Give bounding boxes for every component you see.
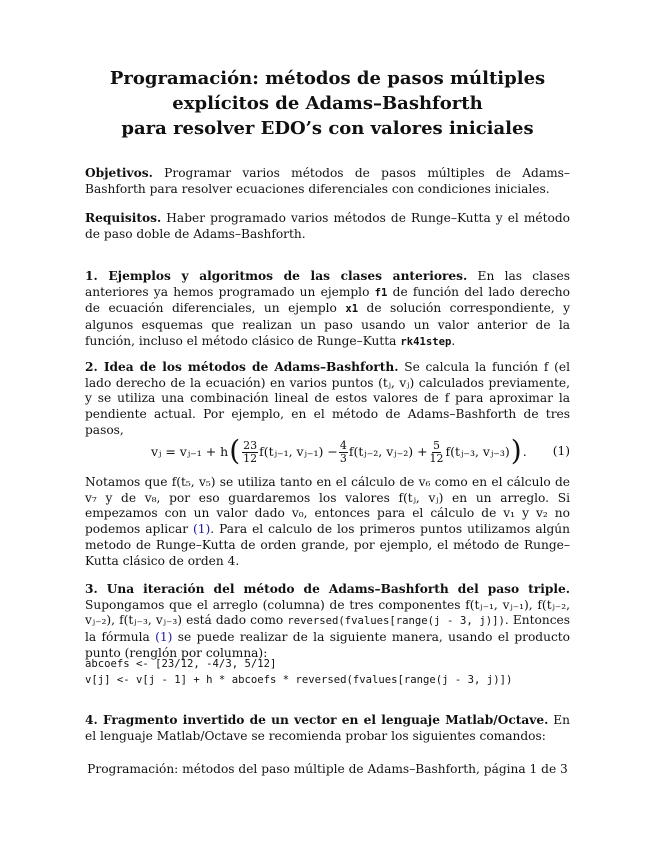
- title-line-3: para resolver EDO’s con valores iniciales: [121, 118, 534, 139]
- objetivos-paragraph: [85, 166, 570, 197]
- equation-ref-link-2[interactable]: (1): [155, 630, 173, 645]
- fraction-23-12: $\frac{23}{12}$: [243, 438, 258, 465]
- code-line-2: v[j] <- v[j - 1] + h * abcoefs * reversed(fvalues[range(j - 3, j)]): [85, 674, 513, 686]
- section-3-heading: 3. Una iteración del método de Adams–Bashforth del paso triple.: [85, 582, 570, 596]
- section-1-text-b: de función del lado derecho de ecuación diferenciales, un ejemplo: [85, 284, 570, 316]
- objetivos-label: Objetivos.: [85, 166, 153, 180]
- requisitos-paragraph: [85, 211, 570, 242]
- title-line-1: Programación: métodos de pasos múltiples: [109, 68, 546, 89]
- section-2-text: Se calcula la función f (el lado derecho de la ecuación) en varios puntos (tⱼ, vⱼ) calculados previamente, y se utiliza una combinación lineal de estos valores de f para aproximar la pendiente actual. Por ejemplo, en el método de Adams–Bashforth de tres pasos,: [85, 360, 570, 437]
- title-line-2: explícitos de Adams–Bashforth: [172, 93, 483, 114]
- equation-1: [85, 434, 570, 470]
- section-2-heading: 2. Idea de los métodos de Adams–Bashforth.: [85, 360, 399, 374]
- equation-term-2: f(tⱼ₋₂, vⱼ₋₂) +: [348, 444, 428, 460]
- left-paren: (: [229, 434, 241, 467]
- equation-end: .: [522, 444, 527, 460]
- page-footer: Programación: métodos del paso múltiple de Adams–Bashforth, página 1 de 3: [87, 762, 568, 776]
- fraction-4-3: $\frac{4}{3}$: [339, 438, 347, 465]
- code-f1: f1: [374, 286, 388, 299]
- section-3-text-a: Supongamos que el arreglo (columna) de tres componentes f(tⱼ₋₁, vⱼ₋₁), f(tⱼ₋₂, vⱼ₋₂), f(tⱼ₋₃, vⱼ₋₃) está dado como: [85, 597, 570, 628]
- section-4-paragraph: [85, 713, 570, 744]
- section-3-text-b: . Entonces la fórmula: [85, 613, 570, 645]
- section-1-text-a: En las clases anteriores ya hemos programado un ejemplo: [85, 269, 570, 299]
- section-2-after-b: . Para el calculo de los primeros puntos utilizamos algún metodo de Runge–Kutta de orden grande, por ejemplo, el método de Runge–Kutta clásico de orden 4.: [85, 522, 570, 568]
- section-2-continuation: [85, 475, 570, 569]
- section-4-text: En el lenguaje Matlab/Octave se recomienda probar los siguientes comandos:: [85, 713, 570, 743]
- fraction-5-12: $\frac{5}{12}$: [429, 438, 444, 465]
- requisitos-text: Haber programado varios métodos de Runge–Kutta y el método de paso doble de Adams–Bashforth.: [85, 211, 570, 241]
- code-line-1: abcoefs <- [23/12, -4/3, 5/12]: [85, 658, 277, 670]
- section-2-paragraph: [85, 360, 570, 439]
- equation-number: (1): [552, 444, 570, 458]
- section-3-paragraph: [85, 582, 570, 662]
- code-block: [85, 656, 570, 688]
- code-reversed: reversed(fvalues[range(j - 3, j)]): [287, 615, 505, 628]
- objetivos-text: Programar varios métodos de pasos múltiples de Adams–Bashforth para resolver ecuaciones diferenciales con condiciones iniciales.: [85, 166, 570, 196]
- equation-term-1: f(tⱼ₋₁, vⱼ₋₁) −: [259, 444, 338, 460]
- right-paren: ): [510, 434, 522, 467]
- section-1-text-c: de solución correspondiente, y algunos esquemas que realizan un paso usando un valor anterior de la función, incluso el método clásico de Runge–Kutta: [85, 301, 570, 348]
- code-rk41step: rk41step: [400, 335, 452, 348]
- equation-ref-link[interactable]: (1): [193, 522, 211, 537]
- section-2-after-a: Notamos que f(t₅, v₅) se utiliza tanto en el cálculo de v₆ como en el cálculo de v₇ y de v₈, por eso guardaremos los valores f(tⱼ, vⱼ) en un arreglo. Si empezamos con un valor dado v₀, entonces para el cálculo de v₁ y v₂ no podemos aplicar: [85, 475, 570, 537]
- equation-term-3: f(tⱼ₋₃, vⱼ₋₃): [445, 444, 510, 460]
- document-title: [85, 66, 570, 141]
- section-1-text-d: .: [451, 333, 456, 348]
- section-1-paragraph: [85, 269, 570, 351]
- section-3-text-c: se puede realizar de la siguiente manera, usando el producto punto (renglón por columna):: [85, 630, 571, 660]
- code-x1: x1: [345, 303, 359, 316]
- equation-lhs: vⱼ = vⱼ₋₁ + h: [151, 444, 229, 460]
- requisitos-label: Requisitos.: [85, 211, 162, 225]
- section-1-heading: 1. Ejemplos y algoritmos de las clases anteriores.: [85, 269, 468, 283]
- equation-body: [151, 434, 527, 470]
- section-4-heading: 4. Fragmento invertido de un vector en el lenguaje Matlab/Octave.: [85, 713, 549, 727]
